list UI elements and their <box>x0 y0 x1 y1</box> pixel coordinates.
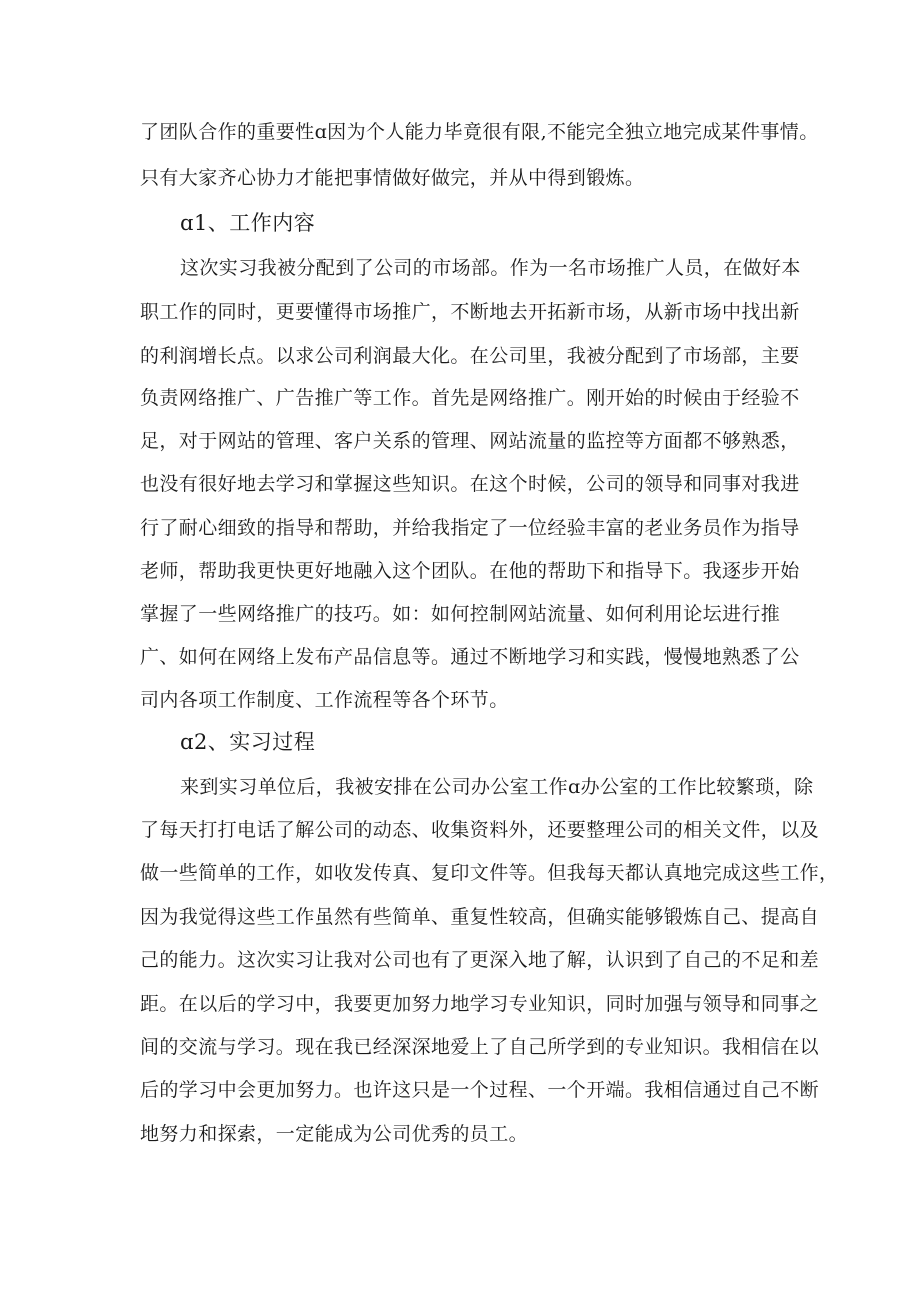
intro-line-2: 只有大家齐心协力才能把事情做好做完，并从中得到锻炼。 <box>140 167 645 189</box>
section2-line-4: 因为我觉得这些工作虽然有些简单、重复性较高，但确实能够锻炼自己、提高自 <box>140 906 820 928</box>
section2-line-6: 距。在以后的学习中，我要更加努力地学习专业知识，同时加强与领导和同事之 <box>140 993 820 1015</box>
section2-line-8: 后的学习中会更加努力。也许这只是一个过程、一个开端。我相信通过自己不断 <box>140 1079 820 1101</box>
section1-line-4: 负责网络推广、广告推广等工作。首先是网络推广。刚开始的时候由于经验不 <box>140 387 800 409</box>
section2-heading: ɑ2、实习过程 <box>180 730 316 754</box>
section1-line-2: 职工作的同时，更要懂得市场推广，不断地去开拓新市场，从新市场中找出新 <box>140 301 800 323</box>
intro-line-1: 了团队合作的重要性ɑ因为个人能力毕竟很有限,不能完全独立地完成某件事情。 <box>140 121 819 143</box>
section1-line-6: 也没有很好地去学习和掌握这些知识。在这个时候，公司的领导和同事对我进 <box>140 473 800 495</box>
section1-line-3: 的利润增长点。以求公司利润最大化。在公司里，我被分配到了市场部，主要 <box>140 345 800 367</box>
section1-line-11: 司内各项工作制度、工作流程等各个环节。 <box>140 689 509 711</box>
section2-line-5: 己的能力。这次实习让我对公司也有了更深入地了解，认识到了自己的不足和差 <box>140 949 820 971</box>
section1-heading: ɑ1、工作内容 <box>180 211 316 235</box>
section2-line-2: 了每天打打电话了解公司的动态、收集资料外，还要整理公司的相关文件，以及 <box>140 819 820 841</box>
section1-line-9: 掌握了一些网络推广的技巧。如：如何控制网站流量、如何利用论坛进行推 <box>140 603 781 625</box>
section1-line-10: 广、如何在网络上发布产品信息等。通过不断地学习和实践，慢慢地熟悉了公 <box>140 646 800 668</box>
section1-line-8: 老师，帮助我更快更好地融入这个团队。在他的帮助下和指导下。我逐步开始 <box>140 560 800 582</box>
section1-line-7: 行了耐心细致的指导和帮助，并给我指定了一位经验丰富的老业务员作为指导 <box>140 517 800 539</box>
section1-line-1: 这次实习我被分配到了公司的市场部。作为一名市场推广人员，在做好本 <box>180 257 801 279</box>
section2-line-3: 做一些简单的工作，如收发传真、复印文件等。但我每天都认真地完成这些工作， <box>140 862 839 884</box>
section1-line-5: 足，对于网站的管理、客户关系的管理、网站流量的监控等方面都不够熟悉， <box>140 430 800 452</box>
section2-line-9: 地努力和探索，一定能成为公司优秀的员工。 <box>140 1123 529 1145</box>
section2-line-1: 来到实习单位后，我被安排在公司办公室工作ɑ办公室的工作比较繁琐，除 <box>180 776 814 798</box>
section2-line-7: 间的交流与学习。现在我已经深深地爱上了自己所学到的专业知识。我相信在以 <box>140 1036 820 1058</box>
